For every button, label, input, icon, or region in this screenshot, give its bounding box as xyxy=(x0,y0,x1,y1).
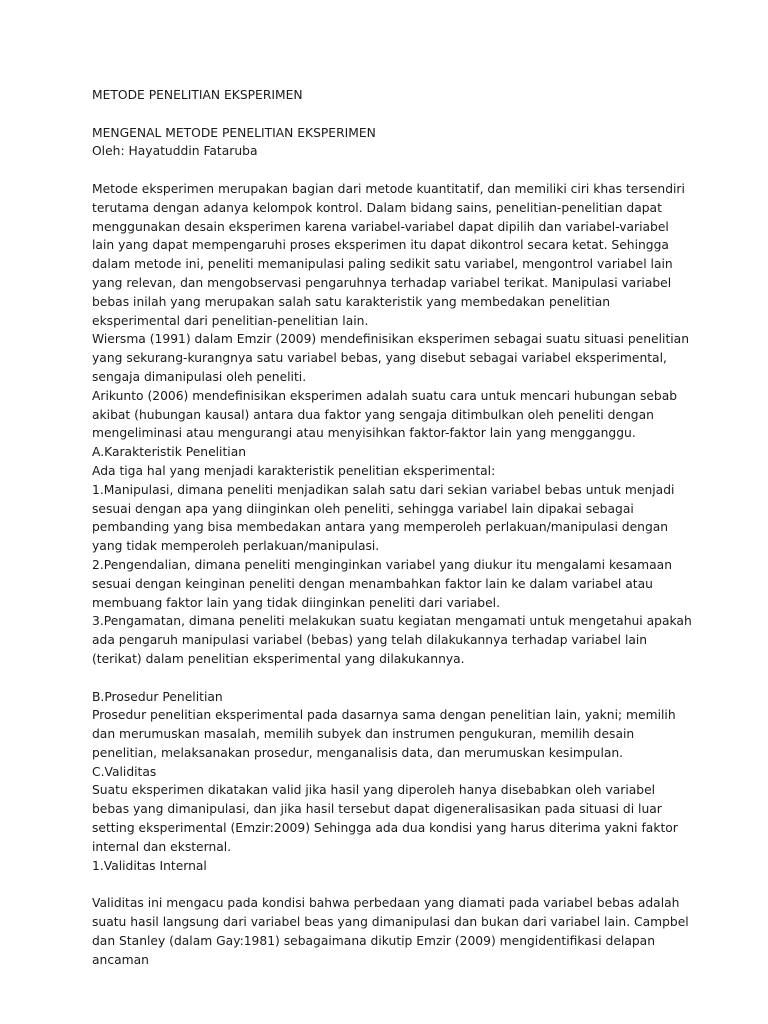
paragraph-wiersma: Wiersma (1991) dalam Emzir (2009) mendefinisikan eksperimen sebagai suatu situasi penelitian yang sekurang-kurangnya satu variabel bebas, yang disebut sebagai variabel eksperimental, sengaja dimanipulasi oleh peneliti. xyxy=(92,332,690,384)
list-item-pengendalian: 2.Pengendalian, dimana peneliti menginginkan variabel yang diukur itu mengalami kesamaan sesuai dengan keinginan peneliti dengan menambahkan faktor lain ke dalam variabel atau membuang faktor lain yang tidak diinginkan peneliti dari variabel. xyxy=(92,557,673,610)
list-item-manipulasi: 1.Manipulasi, dimana peneliti menjadikan salah satu dari sekian variabel bebas untuk menjadi sesuai dengan apa yang diinginkan oleh peneliti, sehingga variabel lain dipakai sebagai pembanding yang bisa membedakan antara yang memperoleh perlakuan/manipulasi dengan yang tidak memperoleh perlakuan/manipulasi. xyxy=(92,482,675,554)
spacer xyxy=(92,875,692,894)
document-title: METODE PENELITIAN EKSPERIMEN xyxy=(92,88,303,102)
document-subtitle: MENGENAL METODE PENELITIAN EKSPERIMEN xyxy=(92,125,376,140)
paragraph-arikunto: Arikunto (2006) mendefinisikan eksperimen adalah suatu cara untuk mencari hubungan sebab akibat (hubungan kausal) antara dua faktor yang sengaja ditimbulkan oleh peneliti dengan mengeliminasi atau mengurangi atau menyisihkan faktor-faktor lain yang mengganggu. xyxy=(92,388,678,441)
heading-karakteristik: A.Karakteristik Penelitian xyxy=(92,445,247,460)
paragraph-intro: Metode eksperimen merupakan bagian dari metode kuantitatif, dan memiliki ciri khas tersendiri terutama dengan adanya kelompok kontrol. Dalam bidang sains, penelitian-penelitian dapat menggunakan desain eksperimen karena variabel-variabel dapat dipilih dan variabel-variabel lain yang dapat mempengaruhi proses eksperimen itu dapat dikontrol secara ketat. Sehingga dalam metode ini, peneliti memanipulasi paling sedikit satu variabel, mengontrol variabel lain yang relevan, dan mengobservasi pengaruhnya terhadap variabel terikat. Manipulasi variabel bebas inilah yang merupakan salah satu karakteristik yang membedakan penelitian eksperimental dari penelitian-penelitian lain. xyxy=(92,181,685,328)
spacer xyxy=(92,669,692,688)
document-body xyxy=(92,86,692,969)
heading-validitas-internal: 1.Validitas Internal xyxy=(92,858,207,873)
heading-prosedur: B.Prosedur Penelitian xyxy=(92,689,223,704)
paragraph-validitas: Suatu eksperimen dikatakan valid jika hasil yang diperoleh hanya disebabkan oleh variabel bebas yang dimanipulasi, dan jika hasil tersebut dapat digeneralisasikan pada situasi di luar setting eksperimental (Emzir:2009) Sehingga ada dua kondisi yang harus diterima yakni faktor internal dan eksternal. xyxy=(92,783,678,854)
list-item-pengamatan: 3.Pengamatan, dimana peneliti melakukan suatu kegiatan mengamati untuk mengetahui apakah ada pengaruh manipulasi variabel (bebas) yang telah dilakukannya terhadap variabel lain (terikat) dalam penelitian eksperimental yang dilakukannya. xyxy=(92,614,692,666)
author-line: Oleh: Hayatuddin Fataruba xyxy=(92,144,258,159)
spacer xyxy=(92,161,692,180)
paragraph-validitas-internal: Validitas ini mengacu pada kondisi bahwa perbedaan yang diamati pada variabel bebas adalah suatu hasil langsung dari variabel beas yang dimanipulasi dan bukan dari variabel lain. Campbel dan Stanley (dalam Gay:1981) sebagaimana dikutip Emzir (2009) mengidentifikasi delapan ancaman xyxy=(92,896,689,967)
heading-validitas: C.Validitas xyxy=(92,764,157,779)
paragraph-karakteristik-intro: Ada tiga hal yang menjadi karakteristik penelitian eksperimental: xyxy=(92,463,496,478)
paragraph-prosedur: Prosedur penelitian eksperimental pada dasarnya sama dengan penelitian lain, yakni; memilih dan merumuskan masalah, memilih subyek dan instrumen pengukuran, memilih desain penelitian, melaksanakan prosedur, menganalisis data, dan merumuskan kesimpulan. xyxy=(92,708,676,760)
spacer xyxy=(92,105,692,124)
